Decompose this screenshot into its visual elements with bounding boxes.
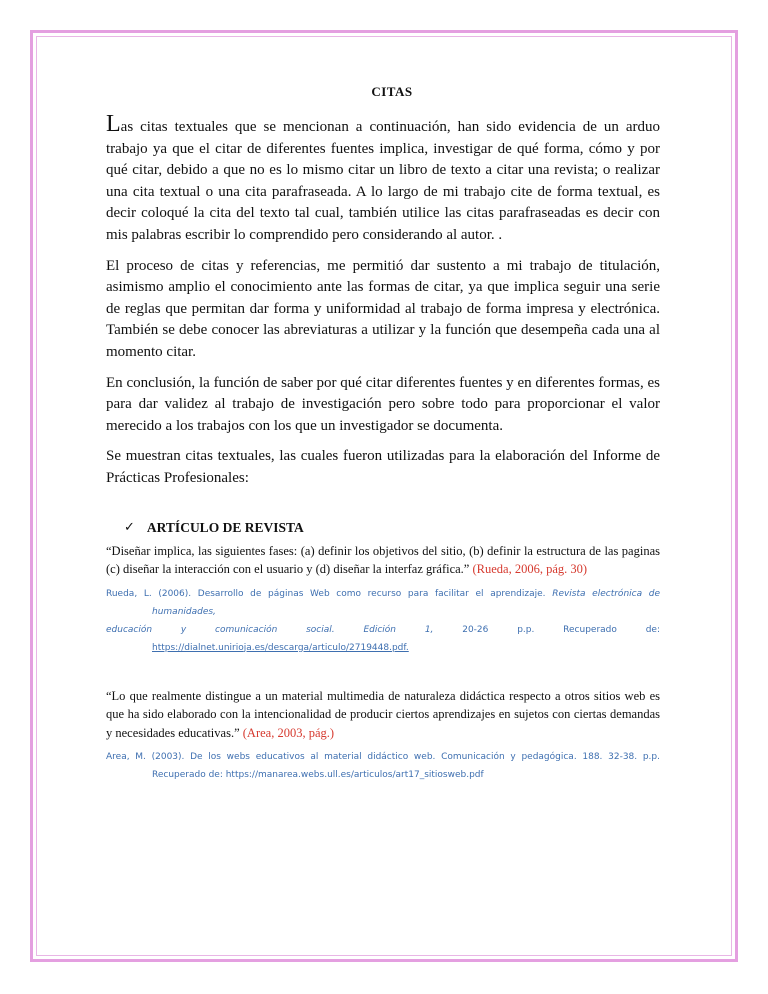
paragraph-citations-intro: Se muestran citas textuales, las cuales fueron utilizadas para la elaboración del Informe de Prácticas Profesionales: <box>106 448 660 486</box>
paragraph-process: El proceso de citas y referencias, me permitió dar sustento a mi trabajo de titulación, asimismo amplio el conocimiento ante las formas de citar, ya que implica seguir una serie de reglas que permitan dar forma y uniformidad al trabajo de forma impresa y electrónica. También se debe conocer las abreviaturas a utilizar y la función que desempeña cada una al momento citar. <box>106 257 660 360</box>
quote-citation: (Area, 2003, pág.) <box>242 725 335 740</box>
spacer <box>106 657 660 687</box>
paragraph-intro <box>106 111 660 247</box>
reference-pages: 20-26 p.p. Recuperado de: <box>462 624 660 635</box>
quote-rueda <box>106 542 660 579</box>
reference-author: Rueda, L. (2006). Desarrollo de páginas Web como recurso para facilitar el aprendizaje. <box>106 588 546 599</box>
reference-area <box>106 748 660 784</box>
quote-text: “Diseñar implica, las siguientes fases: (a) definir los objetivos del sitio, (b) definir la estructura de las paginas (c) diseñar la interacción con el usuario y (d) diseñar la interfaz gráfica.” <box>106 543 660 576</box>
section-heading <box>124 520 660 536</box>
reference-journal-cont: educación y comunicación social. Edición 1, <box>106 624 434 635</box>
paragraph-conclusion: En conclusión, la función de saber por qué citar diferentes fuentes y en diferentes formas, es para dar validez al trabajo de investigación pero sobre todo para proporcionar el valor merecido a los trabajos con los que un investigador se documenta. <box>106 374 660 434</box>
reference-line <box>106 621 660 639</box>
reference-line: Area, M. (2003). De los webs educativos al material didáctico web. Comunicación y pedagógica. 188. 32-38. p.p. <box>106 752 660 762</box>
quote-area <box>106 687 660 743</box>
reference-rueda <box>106 585 660 657</box>
reference-line <box>106 585 661 621</box>
paragraph-intro-text: as citas textuales que se mencionan a continuación, han sido evidencia de un arduo trabajo ya que el citar de diferentes fuentes implica, investigar de qué forma, cómo y por qué citar, debido a que no es lo mismo citar un libro de texto a citar una revista; o realizar una cita textual o una cita parafraseada. A lo largo de mi trabajo cite de forma textual, es decir coloqué la cita del texto tal cual, también utilice las citas parafraseadas es decir con mis palabras escribir lo comprendido pero considerando al autor. . <box>106 119 660 243</box>
document-body <box>106 84 660 784</box>
section-heading-label: ARTÍCULO DE REVISTA <box>146 519 304 535</box>
drop-cap: L <box>106 111 121 137</box>
reference-url-link[interactable]: https://dialnet.unirioja.es/descarga/articulo/2719448.pdf. <box>152 642 409 653</box>
reference-line: Recuperado de: https://manarea.webs.ull.es/articulos/art17_sitiosweb.pdf <box>152 770 484 780</box>
page-title: CITAS <box>371 84 413 99</box>
reference-journal: Revista electrónica de humanidades, <box>152 588 661 617</box>
quote-text: “Lo que realmente distingue a un material multimedia de naturaleza didáctica respecto a otros sitios web es que ha sido elaborado con la intencionalidad de producir ciertos aprendizajes en sujetos con ciertas demandas y necesidades educativas.” <box>106 688 660 740</box>
check-icon: ✓ <box>124 520 135 535</box>
quote-citation: (Rueda, 2006, pág. 30) <box>472 562 588 576</box>
